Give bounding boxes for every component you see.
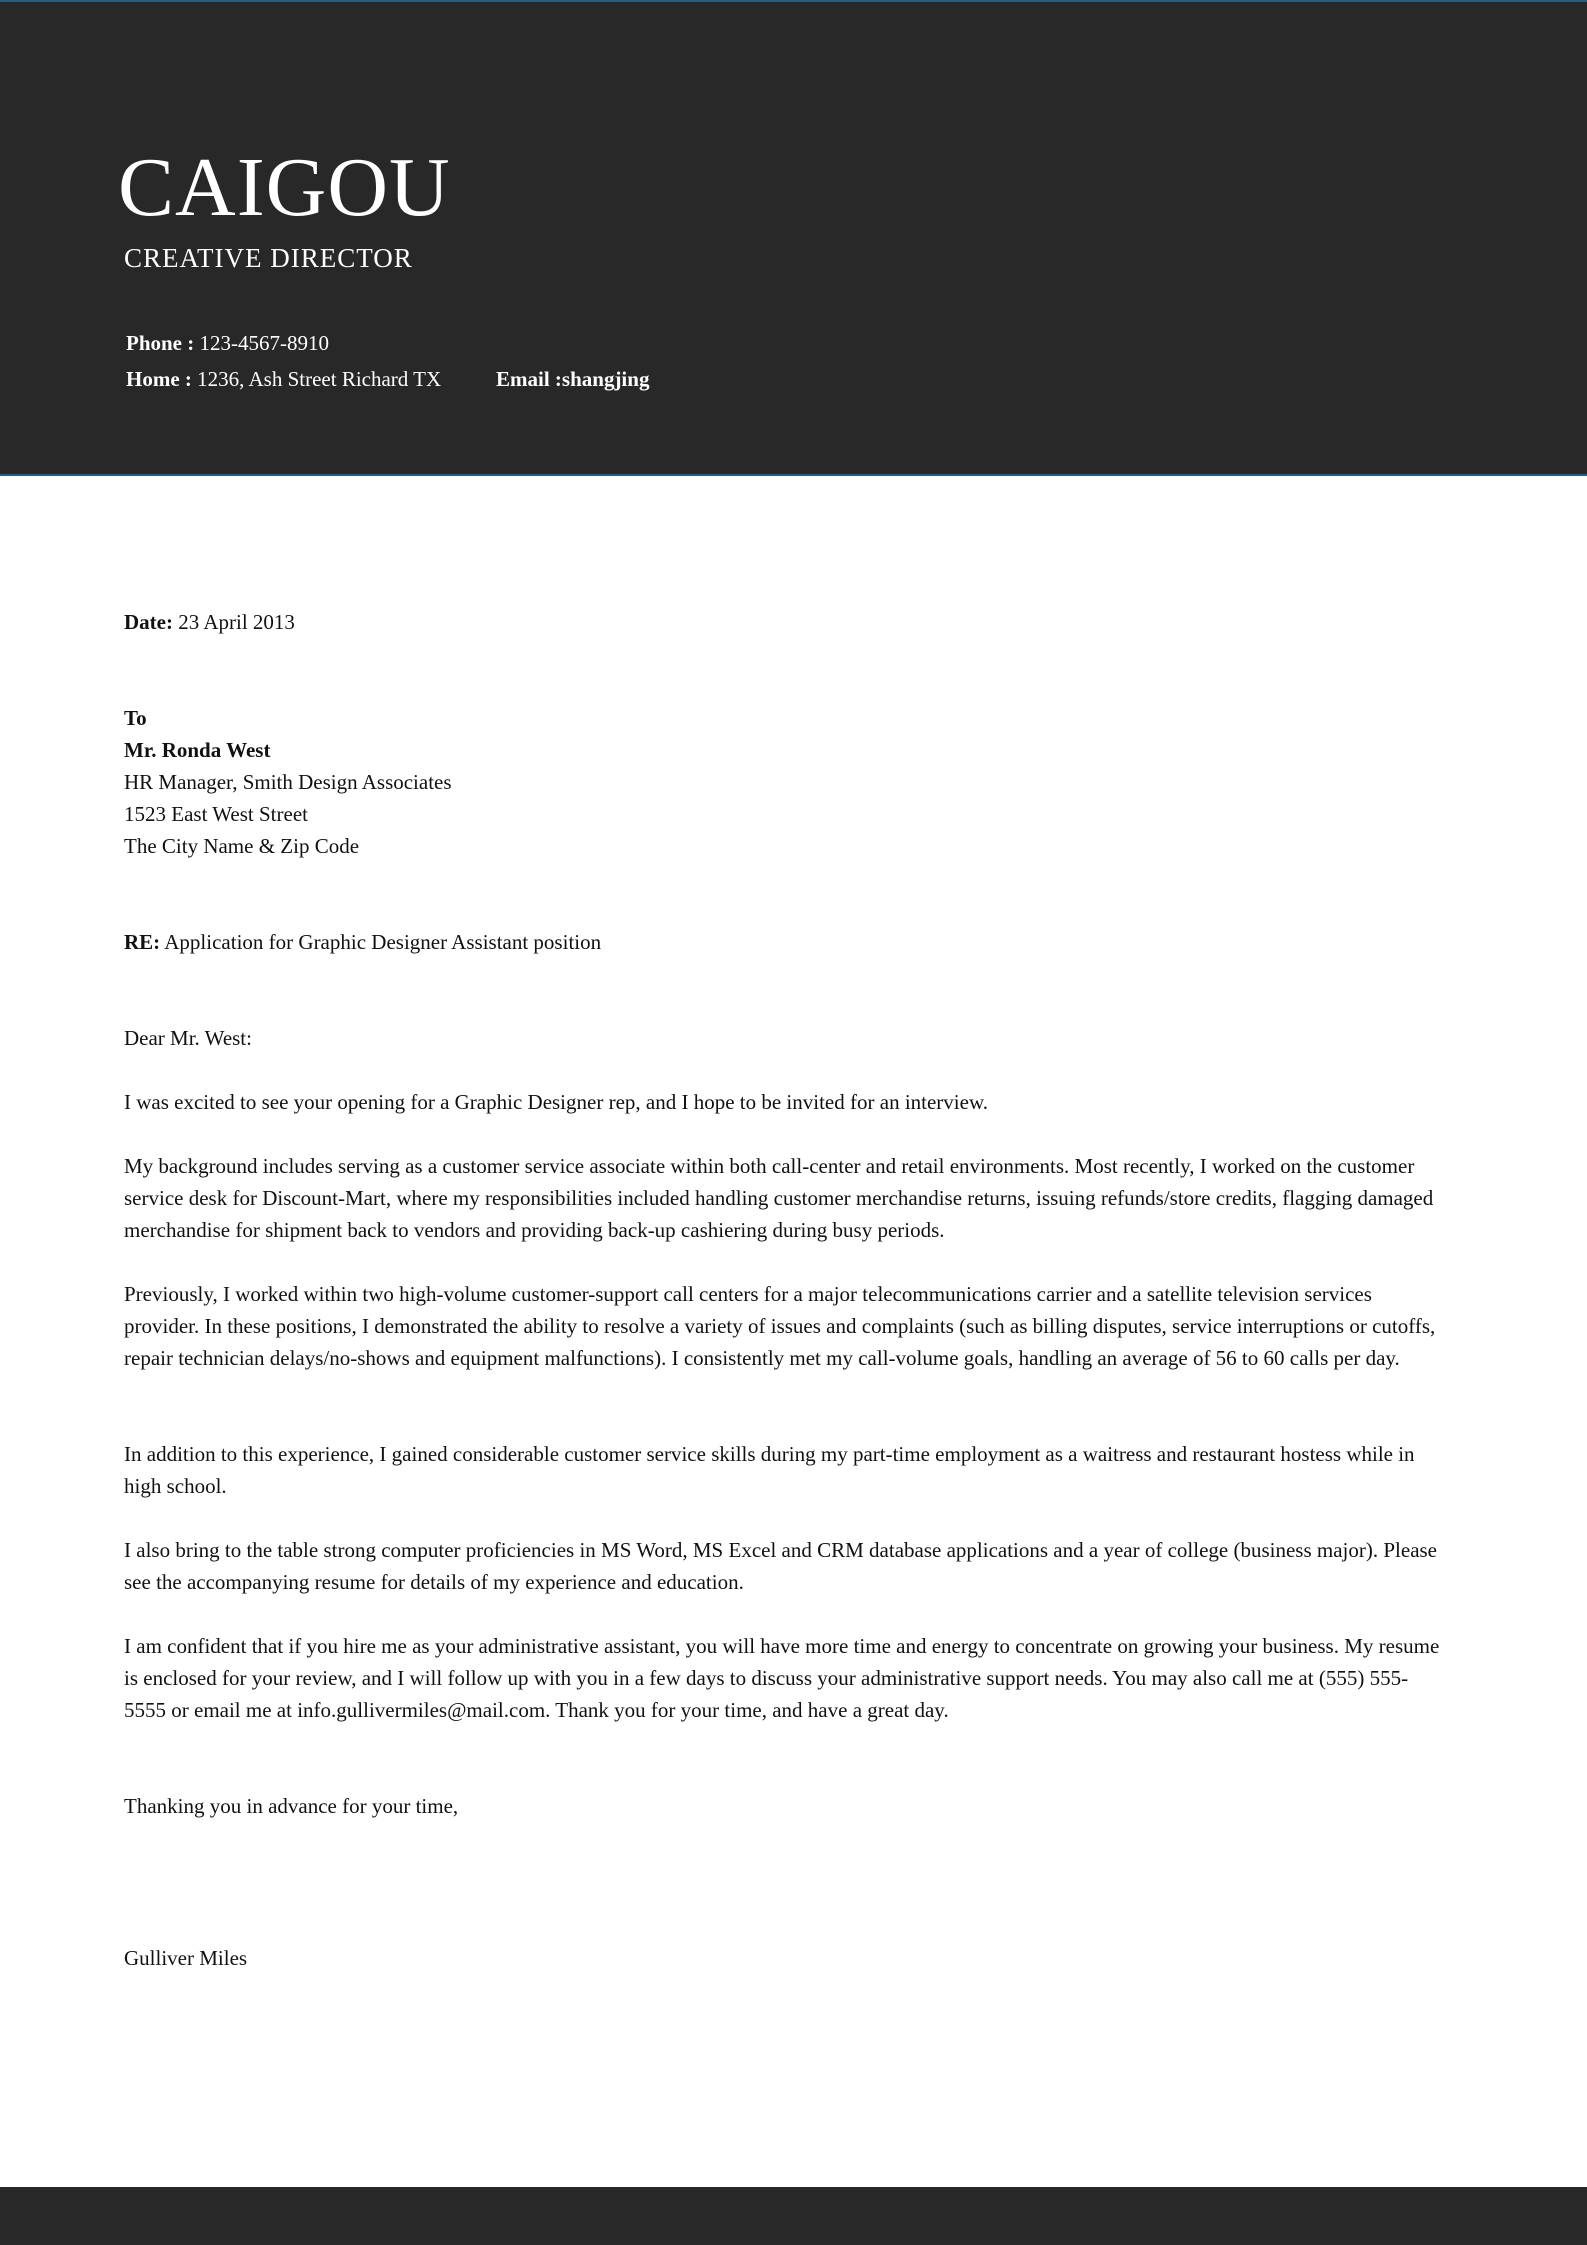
phone-label: Phone : bbox=[126, 331, 195, 355]
paragraph-3: Previously, I worked within two high-volume customer-support call centers for a major telecommunications carrier and a satellite television services provider. In these positions, I demonstrated the ability to resolve a variety of issues and complaints (such as billing disputes, service interruptions or cutoffs, repair technician delays/no-shows and equipment malfunctions). I consistently met my call-volume goals, handling an average of 56 to 60 calls per day. bbox=[124, 1282, 1436, 1370]
footer-bar bbox=[0, 2187, 1587, 2245]
recipient-block bbox=[124, 702, 1444, 862]
letter-date bbox=[124, 606, 1444, 638]
recipient-title: HR Manager, Smith Design Associates bbox=[124, 770, 452, 794]
date-value: 23 April 2013 bbox=[178, 610, 295, 634]
job-title: CREATIVE DIRECTOR bbox=[124, 243, 413, 273]
re-label: RE: bbox=[124, 930, 161, 954]
subject-line bbox=[124, 926, 1444, 958]
home-line bbox=[126, 366, 441, 392]
re-value: Application for Graphic Designer Assistant position bbox=[164, 930, 602, 954]
phone-line bbox=[126, 330, 329, 356]
home-label: Home : bbox=[126, 367, 192, 391]
recipient-city: The City Name & Zip Code bbox=[124, 834, 360, 858]
salutation: Dear Mr. West: bbox=[124, 1026, 252, 1050]
paragraph-6: I am confident that if you hire me as your administrative assistant, you will have more time and energy to concentrate on growing your business. My resume is enclosed for your review, and I will follow up with you in a few days to discuss your administrative support needs. You may also call me at (555) 555-5555 or email me at info.gullivermiles@mail.com. Thank you for your time, and have a great day. bbox=[124, 1634, 1440, 1722]
applicant-name: CAIGOU bbox=[118, 141, 451, 234]
paragraph-1: I was excited to see your opening for a Graphic Designer rep, and I hope to be invited for an interview. bbox=[124, 1090, 989, 1114]
signature-name: Gulliver Miles bbox=[124, 1946, 248, 1970]
closing-line: Thanking you in advance for your time, bbox=[124, 1794, 459, 1818]
home-value: 1236, Ash Street Richard TX bbox=[197, 367, 442, 391]
recipient-street: 1523 East West Street bbox=[124, 802, 308, 826]
email-line: Email :shangjing bbox=[496, 367, 650, 391]
recipient-name: Mr. Ronda West bbox=[124, 738, 271, 762]
paragraph-2: My background includes serving as a customer service associate within both call-center and retail environments. Most recently, I worked on the customer service desk for Discount-Mart, where my responsibilities included handling customer merchandise returns, issuing refunds/store credits, flagging damaged merchandise for shipment back to vendors and providing back-up cashiering during busy periods. bbox=[124, 1154, 1434, 1242]
header-banner bbox=[0, 0, 1587, 476]
paragraph-4: In addition to this experience, I gained considerable customer service skills during my part-time employment as a waitress and restaurant hostess while in high school. bbox=[124, 1442, 1415, 1498]
phone-value: 123-4567-8910 bbox=[199, 331, 329, 355]
date-label: Date: bbox=[124, 610, 173, 634]
paragraph-5: I also bring to the table strong computer proficiencies in MS Word, MS Excel and CRM database applications and a year of college (business major). Please see the accompanying resume for details of my experience and education. bbox=[124, 1538, 1438, 1594]
to-label: To bbox=[124, 706, 147, 730]
